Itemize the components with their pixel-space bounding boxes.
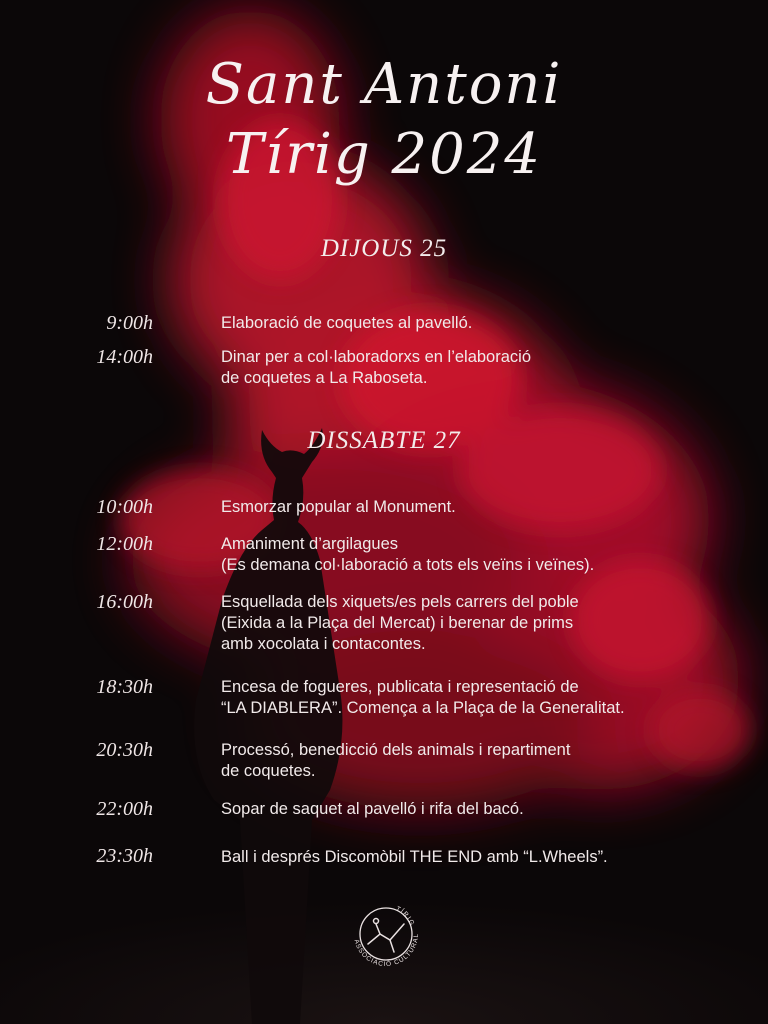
event-time: 10:00h <box>96 496 153 518</box>
event-description: Processó, benedicció dels animals i repartiment de coquetes. <box>221 741 571 780</box>
event-description: Sopar de saquet al pavelló i rifa del bacó. <box>221 800 524 818</box>
event-time: 9:00h <box>106 312 153 334</box>
svg-text:TÍRIG <box>395 905 416 927</box>
event-time: 14:00h <box>96 346 153 368</box>
event-description: Esmorzar popular al Monument. <box>221 498 456 516</box>
associacio-cultural-logo <box>346 894 426 974</box>
event-description: Encesa de fogueres, publicata i representació de “LA DIABLERA”. Comença a la Plaça de la Generalitat. <box>221 678 625 717</box>
event-time: 22:00h <box>96 798 153 820</box>
event-description: Ball i després Discomòbil THE END amb “L.Wheels”. <box>221 848 608 866</box>
logo-top-text: TÍRIG <box>394 905 416 928</box>
logo-bottom-text: ASSOCIACIÓ CULTURAL <box>352 932 421 969</box>
event-time: 20:30h <box>96 739 153 761</box>
event-description: Esquellada dels xiquets/es pels carrers del poble (Eixida a la Plaça del Mercat) i berenar de prims amb xocolata i contacontes. <box>221 593 579 653</box>
day-heading-dijous: DIJOUS 25 <box>320 235 448 262</box>
day-heading-dissabte: DISSABTE 27 <box>307 427 461 454</box>
event-description: Dinar per a col·laboradorxs en l’elaboració de coquetes a La Raboseta. <box>221 348 531 387</box>
event-time: 18:30h <box>96 676 153 698</box>
event-description: Elaboració de coquetes al pavelló. <box>221 314 473 332</box>
event-time: 23:30h <box>96 845 153 867</box>
event-time: 16:00h <box>96 591 153 613</box>
title-line-1: Sant Antoni <box>205 52 563 117</box>
title-line-2: Tírig 2024 <box>225 122 543 187</box>
event-description: Amaniment d’argilagues (Es demana col·laboració a tots els veïns i veïnes). <box>221 535 595 574</box>
event-time: 12:00h <box>96 533 153 555</box>
